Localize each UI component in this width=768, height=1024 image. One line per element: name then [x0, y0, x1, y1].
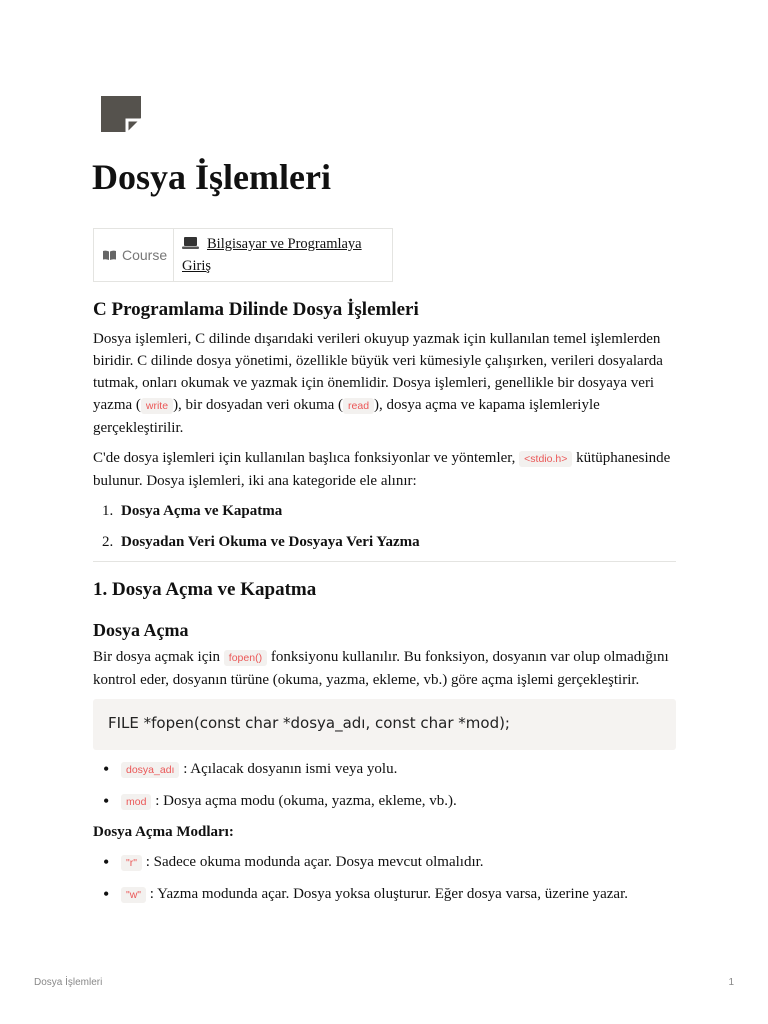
inline-code: mod	[121, 794, 151, 810]
inline-code: "w"	[121, 887, 146, 903]
inline-code: <stdio.h>	[519, 451, 572, 467]
list-item: • "w" : Yazma modunda açar. Dosya yoksa oluşturur. Eğer dosya varsa, üzerine yazar.	[93, 883, 676, 906]
property-key	[94, 229, 174, 281]
bullet-list	[93, 851, 676, 906]
property-value	[174, 229, 392, 281]
book-icon	[103, 250, 116, 260]
note-icon	[101, 96, 141, 132]
numbered-list	[93, 500, 676, 553]
laptop-icon	[182, 237, 199, 249]
page-number: 1	[728, 977, 734, 988]
list-item: 1. Dosya Açma ve Kapatma	[102, 503, 283, 519]
paragraph: Dosya işlemleri, C dilinde dışarıdaki verileri okuyup yazmak için kullanılan temel işlemlerden biridir. C dilinde dosya yönetimi, özellikle büyük veri kümesiyle çalışırken, verileri dosyalarda tutmak, onları okumak ve yazmak için önemlidir. Dosya işlemleri, genellikle bir dosyaya veri yazma ( write ), bir dosyadan veri okuma ( read ), dosya açma ve kapama işlemleriyle gerçekleştirilir.	[93, 331, 663, 436]
page-content	[93, 296, 676, 906]
property-key-label: Course	[122, 247, 168, 263]
list-item: • dosya_adı : Açılacak dosyanın ismi veya yolu.	[93, 758, 676, 781]
page-title: Dosya İşlemleri	[92, 157, 331, 197]
inline-code: fopen()	[224, 650, 267, 666]
divider	[93, 561, 676, 562]
list-item: • mod : Dosya açma modu (okuma, yazma, ekleme, vb.).	[93, 790, 676, 813]
section-heading: 1. Dosya Açma ve Kapatma	[93, 579, 317, 600]
inline-code: "r"	[121, 855, 142, 871]
inline-code: dosya_adı	[121, 762, 179, 778]
footer-title: Dosya İşlemleri	[34, 977, 103, 988]
modes-heading: Dosya Açma Modları:	[93, 824, 234, 840]
properties-table	[93, 228, 393, 282]
subsection-heading: Dosya Açma	[93, 620, 189, 640]
paragraph: Bir dosya açmak için fopen() fonksiyonu kullanılır. Bu fonksiyon, dosyanın var olup olmadığını kontrol eder, dosyanın türüne (okuma, yazma, ekleme, vb.) göre açma işlemi gerçekleştirir.	[93, 649, 669, 688]
inline-code: read	[343, 398, 374, 414]
section-heading: C Programlama Dilinde Dosya İşlemleri	[93, 299, 419, 320]
course-link[interactable]: Bilgisayar ve Programlaya Giriş	[182, 236, 362, 274]
bullet-list	[93, 758, 676, 813]
list-item: 2. Dosyadan Veri Okuma ve Dosyaya Veri Yazma	[102, 534, 420, 550]
paragraph: C'de dosya işlemleri için kullanılan başlıca fonksiyonlar ve yöntemler, <stdio.h> kütüphanesinde bulunur. Dosya işlemleri, iki ana kategoride ele alınır:	[93, 450, 671, 489]
inline-code: write	[141, 398, 173, 414]
code-block: FILE *fopen(const char *dosya_adı, const char *mod);	[93, 699, 676, 750]
list-item: • "r" : Sadece okuma modunda açar. Dosya mevcut olmalıdır.	[93, 851, 676, 874]
